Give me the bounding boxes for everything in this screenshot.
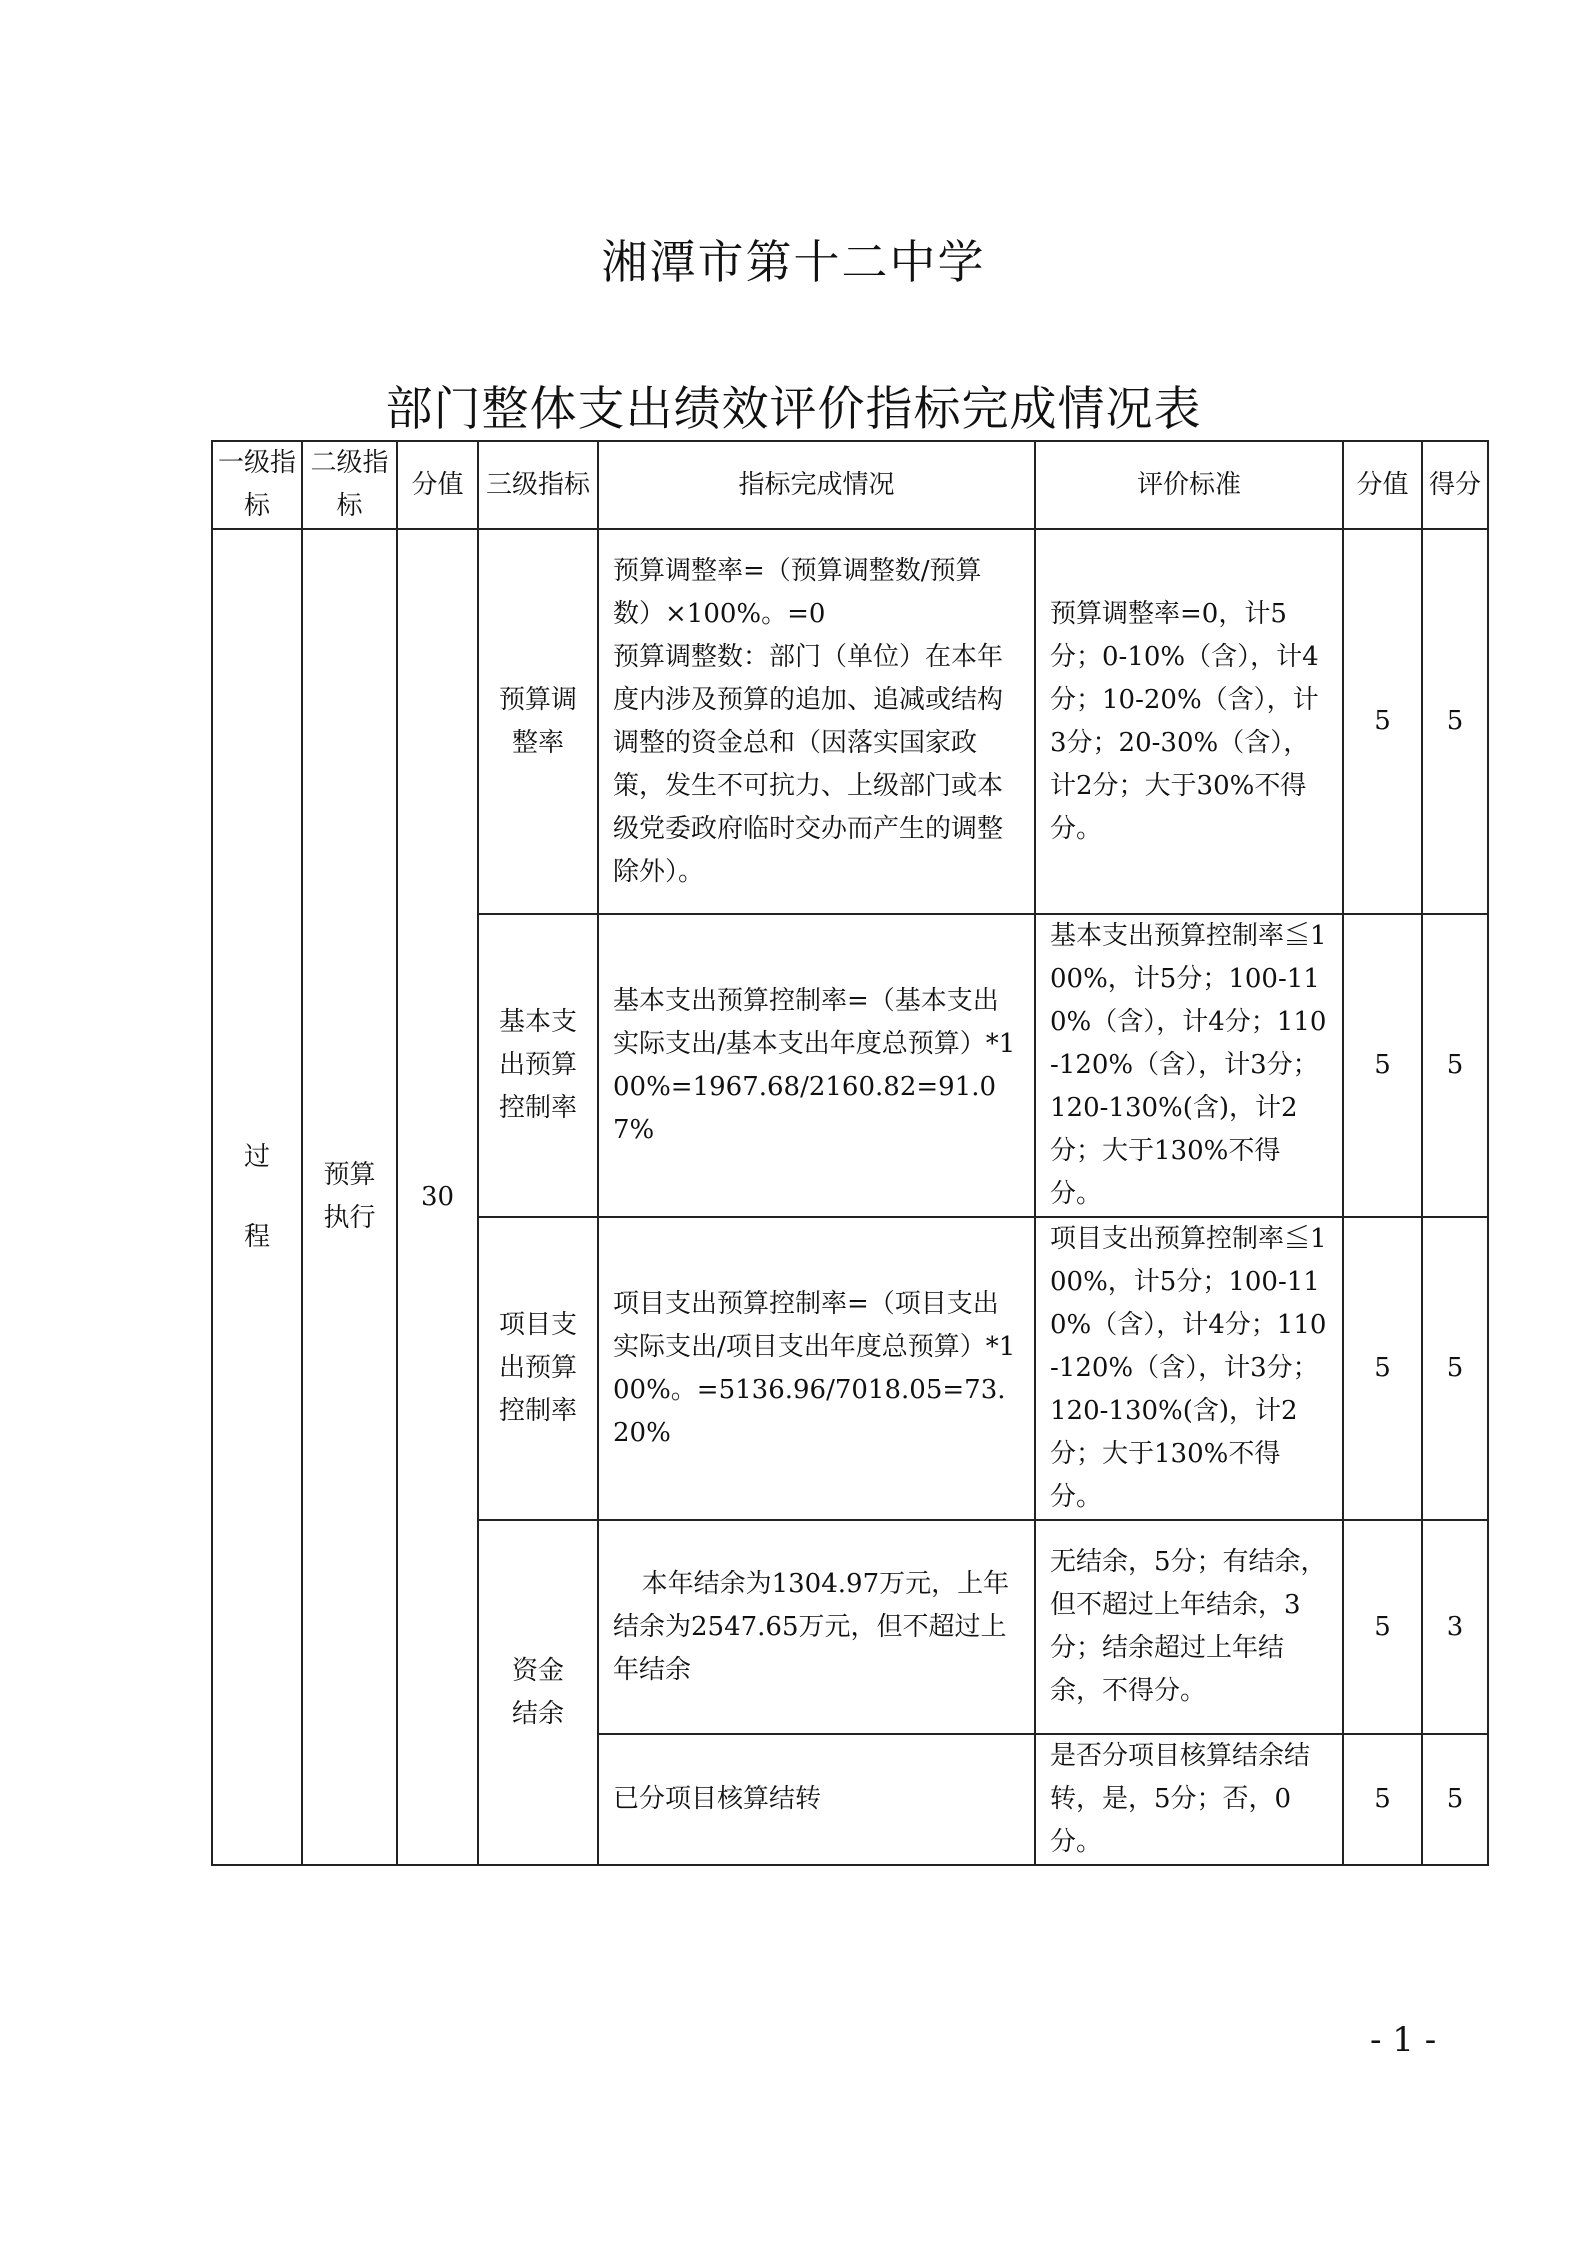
school-title: 湘潭市第十二中学 [601, 235, 986, 289]
level3-cell [478, 1520, 598, 1865]
header-score-got: 得分 [1422, 441, 1488, 529]
completion-cell: 预算调整率=（预算调整数/预算数）×100%。=0 预算调整数：部门（单位）在本年度内涉及预算的追加、追减或结构调整的资金总和（因落实国家政策，发生不可抗力、上级部门或本级党委政府临时交办而产生的调整除外）。 [598, 529, 1035, 914]
header-level1: 一级指标 [212, 441, 302, 529]
completion-cell: 项目支出预算控制率=（项目支出实际支出/项目支出年度总预算）*100%。=5136.96/7018.05=73.20% [598, 1217, 1035, 1520]
score-value-cell: 5 [1343, 1217, 1422, 1520]
level3-cell [478, 1217, 598, 1520]
completion-cell: 本年结余为1304.97万元，上年结余为2547.65万元，但不超过上年结余 [598, 1520, 1035, 1734]
standard-cell: 无结余，5分；有结余，但不超过上年结余，3分；结余超过上年结余，不得分。 [1035, 1520, 1343, 1734]
score-got-cell: 5 [1422, 914, 1488, 1217]
weight-cell: 30 [397, 529, 478, 1865]
evaluation-table [211, 440, 1489, 1866]
level3-cell [478, 914, 598, 1217]
level3-text: 基本支出预算控制率 [498, 1007, 577, 1123]
level1-cell [212, 529, 302, 1865]
score-value-cell: 5 [1343, 529, 1422, 914]
table-row [212, 529, 1488, 914]
level1-text: 过程 [243, 1142, 270, 1252]
score-got-cell: 3 [1422, 1520, 1488, 1734]
level3-text: 预算调整率 [498, 684, 577, 758]
standard-cell: 项目支出预算控制率≦100%，计5分；100-110%（含），计4分；110-120%（含），计3分；120-130%(含)，计2分；大于130%不得分。 [1035, 1217, 1343, 1520]
level2-cell [302, 529, 397, 1865]
header-score-value: 分值 [1343, 441, 1422, 529]
score-got-cell: 5 [1422, 529, 1488, 914]
page-number: - 1 - [1370, 2020, 1437, 2060]
score-value-cell: 5 [1343, 1734, 1422, 1865]
score-got-cell: 5 [1422, 1217, 1488, 1520]
score-got-cell: 5 [1422, 1734, 1488, 1865]
table-title: 部门整体支出绩效评价指标完成情况表 [385, 382, 1202, 437]
level3-text: 项目支出预算控制率 [498, 1310, 577, 1426]
score-value-cell: 5 [1343, 914, 1422, 1217]
table-header-row [212, 441, 1488, 529]
standard-cell: 是否分项目核算结余结转，是，5分；否，0分。 [1035, 1734, 1343, 1865]
header-level3: 三级指标 [478, 441, 598, 529]
level3-cell [478, 529, 598, 914]
level3-text: 资金结余 [511, 1655, 564, 1729]
header-weight: 分值 [397, 441, 478, 529]
standard-cell: 基本支出预算控制率≦100%，计5分；100-110%（含），计4分；110-120%（含），计3分；120-130%(含)，计2分；大于130%不得分。 [1035, 914, 1343, 1217]
standard-cell: 预算调整率=0，计5分；0-10%（含），计4分；10-20%（含），计3分；20-30%（含），计2分；大于30%不得分。 [1035, 529, 1343, 914]
header-level2: 二级指标 [302, 441, 397, 529]
completion-cell: 基本支出预算控制率=（基本支出实际支出/基本支出年度总预算）*100%=1967.68/2160.82=91.07% [598, 914, 1035, 1217]
completion-cell: 已分项目核算结转 [598, 1734, 1035, 1865]
header-standard: 评价标准 [1035, 441, 1343, 529]
header-completion: 指标完成情况 [598, 441, 1035, 529]
level2-text: 预算执行 [323, 1160, 376, 1233]
score-value-cell: 5 [1343, 1520, 1422, 1734]
